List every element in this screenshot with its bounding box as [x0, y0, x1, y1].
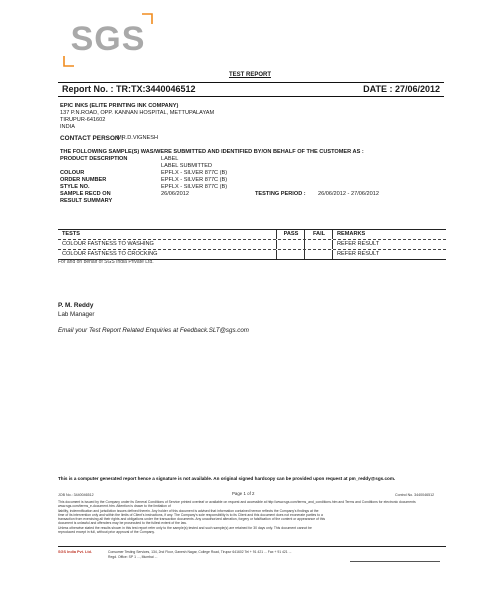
- field-style-no: [58, 184, 458, 191]
- col-pass: PASS: [276, 230, 305, 239]
- test-name: COLOUR FASTNESS TO CROCKING: [62, 251, 158, 257]
- field-order-number: [58, 177, 458, 184]
- terms-line: reproduced except in full, without prior approval of the Company.: [58, 530, 155, 535]
- computer-note-text: This is a computer generated report hence a signature is not available. An original signed hardcopy can be provided upon request at pm_reddy@sgs.com.: [58, 476, 396, 481]
- results-table: [58, 229, 446, 260]
- terms-line: document is unlawful and offenders may be prosecuted to the fullest extent of the law.: [58, 521, 187, 526]
- field-label: STYLE NO.: [60, 184, 90, 190]
- field-label: PRODUCT DESCRIPTION: [60, 156, 128, 162]
- test-remarks: REFER RESULT: [332, 240, 447, 249]
- computer-generated-note: [58, 476, 444, 482]
- table-row: [58, 249, 446, 259]
- terms-line: Unless otherwise stated the results shown in this test report refer only to the sample(s) tested and such sample(s) are retained for 30 days only. This document cannot be: [58, 525, 312, 530]
- field-value: LABEL: [161, 156, 179, 162]
- sgs-logo: [62, 12, 154, 68]
- terms-block: [58, 500, 444, 534]
- contact-person-value: MR.D.VIGNESH: [117, 135, 159, 141]
- terms-line: This document is issued by the Company under its General Conditions of Service printed overleaf or available on request and accessible at http://www.sgs.com/terms_and_conditions.htm and Terms and Conditions for electronic documents www.sgs.com/terms_e-document.htm. Attention is drawn to the limitation of: [58, 500, 416, 509]
- results-header-row: [58, 230, 446, 239]
- control-number: Control No. 3440046512: [395, 493, 435, 497]
- footer-divider: [58, 546, 446, 547]
- contact-person-label: CONTACT PERSON :: [60, 135, 124, 142]
- field-product-description: [58, 156, 458, 163]
- test-name: COLOUR FASTNESS TO WASHING: [62, 241, 154, 247]
- field-label: SAMPLE RECD ON: [60, 191, 111, 197]
- footer-address-line2: Regd. Office: SP 1 ..., Mumbai ...: [108, 555, 158, 559]
- test-fail: [304, 240, 333, 249]
- test-remarks: REFER RESULT: [332, 250, 447, 259]
- table-row: [58, 239, 446, 249]
- field-label: ORDER NUMBER: [60, 177, 107, 183]
- client-address-line1: 137 P.N.ROAD, OPP. KANNAN HOSPITAL, METTUPALAYAM: [60, 110, 215, 116]
- field-value: EPFLX - SILVER 877C (B): [161, 184, 228, 190]
- testing-period-label: TESTING PERIOD :: [255, 191, 306, 197]
- report-title: TEST REPORT: [228, 72, 271, 78]
- client-address-line2: TIRUPUR-641602: [60, 117, 106, 123]
- field-label-submitted: [58, 163, 458, 170]
- result-summary-heading: [58, 198, 458, 205]
- job-number: JOB No.: 3440046512: [58, 493, 94, 497]
- test-pass: [276, 250, 305, 259]
- signatory-name: P. M. Reddy: [58, 302, 94, 309]
- report-number: Report No. : TR:TX:3440046512: [62, 84, 196, 94]
- logo-text: SGS: [70, 20, 146, 58]
- footer-address-line1: Consumer Testing Services, 134, 2nd Floor, Ganesh Nagar, College Road, Tirupur 641602 Tel + 91 421 ... Fax + 91 421 ...: [108, 550, 292, 554]
- field-label: RESULT SUMMARY: [60, 198, 113, 204]
- sgs-logo-graphic: [62, 12, 154, 68]
- terms-line: transaction from exercising all their rights and obligations under the transaction documents. Any unauthorized alteration, forgery or falsification of the content or appearance of this: [58, 517, 326, 522]
- terms-line: liability, indemnification and jurisdiction issues defined therein. Any holder of this document is advised that information contained hereon reflects the Company's findings at the: [58, 508, 319, 513]
- report-header-bar: [58, 82, 444, 97]
- client-country: INDIA: [60, 124, 75, 130]
- client-name: EPIC INKS (ELITE PRINTING INK COMPANY): [60, 103, 179, 109]
- for-on-behalf: For and on behalf of SGS India Private Ltd.: [58, 259, 154, 265]
- terms-line: time of its intervention only and within the limits of Client's instructions, if any. The Company's sole responsibility is to its Client and this document does not exonerate parties to a: [58, 512, 323, 517]
- testing-period-value: 26/06/2012 - 27/06/2012: [318, 191, 379, 197]
- report-date: DATE : 27/06/2012: [363, 84, 440, 94]
- signatory-role: Lab Manager: [58, 311, 95, 318]
- field-colour: [58, 170, 458, 177]
- field-value: 26/06/2012: [161, 191, 189, 197]
- test-pass: [276, 240, 305, 249]
- test-fail: [304, 250, 333, 259]
- field-value: LABEL SUBMITTED: [161, 163, 213, 169]
- page-number: Page 1 of 2: [232, 491, 255, 496]
- col-fail: FAIL: [304, 230, 333, 239]
- footer-company: SGS India Pvt. Ltd.: [58, 550, 92, 554]
- footer-rule-small: [350, 561, 440, 562]
- col-remarks: REMARKS: [332, 230, 447, 239]
- field-value: EPFLX - SILVER 877C (B): [161, 177, 228, 183]
- email-enquiries: Email your Test Report Related Enquiries at Feedback.SLT@sgs.com: [58, 327, 249, 334]
- col-tests: TESTS: [62, 231, 81, 237]
- field-value: EPFLX - SILVER 877C (B): [161, 170, 228, 176]
- intro-statement: THE FOLLOWING SAMPLE(S) WAS/WERE SUBMITTED AND IDENTIFIED BY/ON BEHALF OF THE CUSTOMER AS :: [60, 149, 364, 155]
- field-sample-received: [58, 191, 458, 198]
- field-label: COLOUR: [60, 170, 85, 176]
